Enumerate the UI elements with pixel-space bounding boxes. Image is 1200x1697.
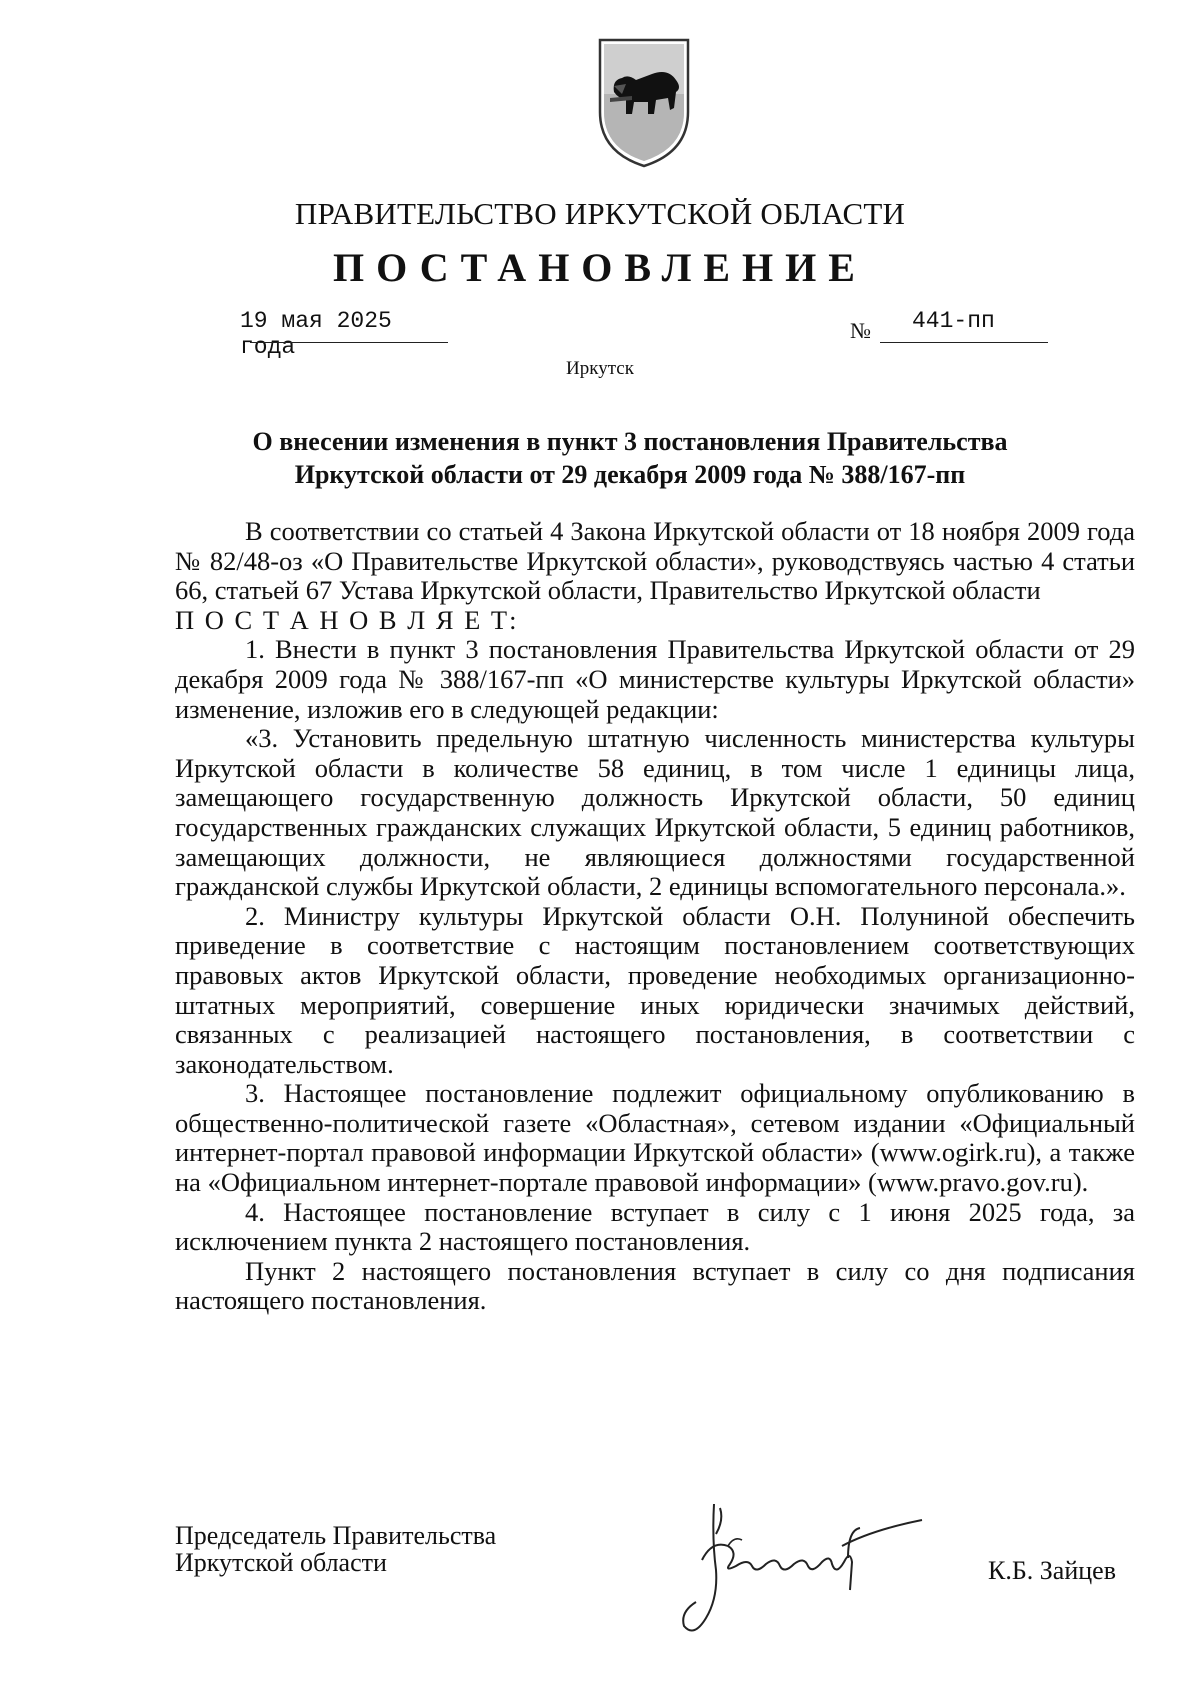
date-underline [250,342,448,343]
paragraph-3: 3. Настоящее постановление подлежит официальному опубликованию в общественно-политической газете «Областная», сетевом издании «Официальный интернет-портал правовой информации Иркутской области» (www.ogirk.ru), а также на «Официальном интернет-портале правовой информации» (www.pravo.gov.ru). [175,1078,1135,1198]
resolves-heading: П О С Т А Н О В Л Я Е Т: [175,604,519,635]
document-number: 441-пп [912,308,995,334]
paragraph-1: 1. Внести в пункт 3 постановления Правительства Иркутской области от 29 декабря 2009 года № 388/167-пп «О министерстве культуры Иркутской области» изменение, изложив его в следующей редакции: [175,634,1135,724]
signer-name: К.Б. Зайцев [988,1556,1116,1585]
paragraph-2: 2. Министру культуры Иркутской области О.Н. Полуниной обеспечить приведение в соответствие с настоящим постановлением соответствующих правовых актов Иркутской области, проведение необходимых организационно-штатных мероприятий, совершение иных юридически значимых действий, связанных с реализацией настоящего постановления, в соответствии с законодательством. [175,900,1135,1079]
city: Иркутск [566,358,634,379]
irkutsk-coat-of-arms-icon [592,34,696,170]
signer-position [175,1522,496,1576]
signer-position-line-1: Председатель Правительства [175,1521,497,1550]
heading-line-1: О внесении изменения в пункт 3 постановления Правительства [252,427,1008,456]
handwritten-signature-icon [672,1500,942,1656]
document-heading [200,425,1060,491]
signer-position-line-2: Иркутской области [175,1548,387,1577]
number-sign: № [850,318,871,343]
paragraph-4: 4. Настоящее постановление вступает в силу с 1 июня 2025 года, за исключением пункта 2 настоящего постановления. [175,1196,1135,1257]
number-underline [880,342,1048,343]
document-type: ПОСТАНОВЛЕНИЕ [333,245,867,290]
government-title: ПРАВИТЕЛЬСТВО ИРКУТСКОЙ ОБЛАСТИ [294,196,906,231]
paragraph-5: Пункт 2 настоящего постановления вступает в силу со дня подписания настоящего постановления. [175,1255,1135,1316]
heading-line-2: Иркутской области от 29 декабря 2009 года № 388/167-пп [294,460,966,489]
document-body [175,517,1135,1316]
paragraph-1-quote: «3. Установить предельную штатную численность министерства культуры Иркутской области в количестве 58 единиц, в том числе 1 единицы лица, замещающего государственную должность Иркутской области, 50 единиц государственных гражданских служащих Иркутской области, 5 единиц работников, замещающих должности, не являющиеся должностями государственной гражданской службы Иркутской области, 2 единицы вспомогательного персонала.». [175,723,1135,902]
preamble-paragraph: В соответствии со статьей 4 Закона Иркутской области от 18 ноября 2009 года № 82/48-оз «О Правительстве Иркутской области», руководствуясь частью 4 статьи 66, статьей 67 Устава Иркутской области, Правительство Иркутской области [175,516,1135,606]
document-date: 19 мая 2025 года [240,308,392,360]
